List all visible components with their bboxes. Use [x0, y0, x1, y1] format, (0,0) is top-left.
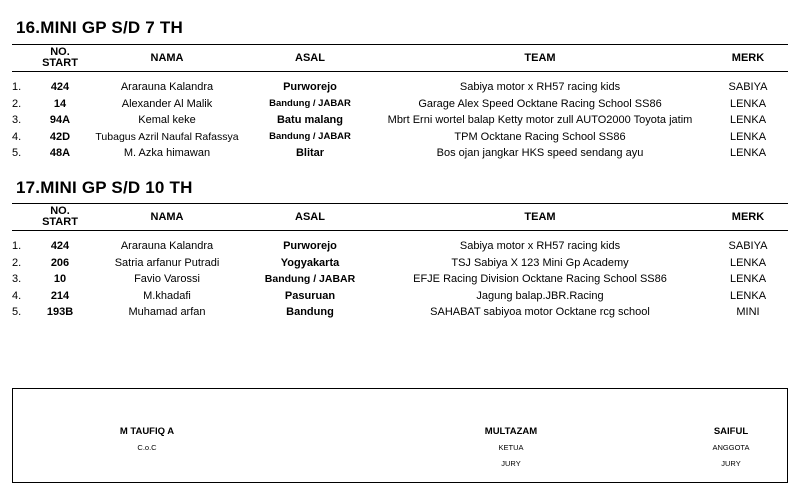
- section-title: 17.MINI GP S/D 10 TH: [16, 178, 193, 197]
- start-number: 214: [50, 289, 70, 302]
- results-table: [12, 44, 788, 162]
- signature-name: MULTAZAM: [484, 426, 538, 437]
- team: Sabiya motor x RH57 racing kids: [459, 240, 621, 253]
- signature-role: ANGGOTA: [712, 443, 750, 452]
- merk-header: MERK: [708, 204, 788, 231]
- brand: LENKA: [729, 256, 767, 269]
- table-row: [12, 271, 788, 288]
- asal-header: ASAL: [248, 45, 372, 72]
- start-number: 94A: [49, 114, 71, 127]
- team: Garage Alex Speed Ocktane Racing School SS86: [418, 97, 662, 110]
- team: Mbrt Erni wortel balap Ketty motor zull AUTO2000 Toyota jatim: [387, 114, 693, 127]
- table-row: [12, 288, 788, 305]
- table-header-row: [12, 45, 788, 72]
- table-row: [12, 96, 788, 113]
- no-start-header: NO. START: [34, 45, 86, 72]
- origin: Purworejo: [283, 81, 337, 94]
- position: 5.: [12, 147, 22, 160]
- origin: Bandung: [286, 306, 334, 319]
- position: 1.: [12, 240, 22, 253]
- brand: SABIYA: [728, 81, 768, 94]
- position: 1.: [12, 81, 22, 94]
- start-number: 42D: [49, 130, 71, 143]
- start-number: 424: [50, 81, 70, 94]
- position: 2.: [12, 256, 22, 269]
- results-table: [12, 203, 788, 321]
- brand: SABIYA: [728, 240, 768, 253]
- table-row: [12, 145, 788, 162]
- team-header: TEAM: [372, 45, 708, 72]
- team: Jagung balap.JBR.Racing: [476, 289, 604, 302]
- rider-name: Alexander Al Malik: [121, 97, 213, 110]
- position: 4.: [12, 289, 22, 302]
- nama-header: NAMA: [86, 45, 248, 72]
- pos-header: [12, 45, 34, 72]
- team: TPM Ocktane Racing School SS86: [454, 130, 626, 143]
- origin: Bandung / JABAR: [269, 98, 351, 110]
- table-row: [12, 304, 788, 321]
- team: TSJ Sabiya X 123 Mini Gp Academy: [451, 256, 629, 269]
- signature-role: KETUA: [498, 443, 524, 452]
- origin: Pasuruan: [284, 289, 336, 302]
- table-row: [12, 255, 788, 272]
- origin: Batu malang: [276, 114, 343, 127]
- rider-name: M. Azka himawan: [123, 147, 211, 160]
- start-number: 206: [50, 256, 70, 269]
- start-number: 193B: [46, 306, 74, 319]
- team-header: TEAM: [372, 204, 708, 231]
- no-start-header: NO. START: [34, 204, 86, 231]
- pos-header: [12, 204, 34, 231]
- table-header-row: [12, 204, 788, 231]
- signature-name: M TAUFIQ A: [119, 426, 175, 437]
- origin: Bandung / JABAR: [269, 131, 351, 143]
- brand: LENKA: [729, 289, 767, 302]
- brand: MINI: [736, 306, 760, 319]
- brand: LENKA: [729, 273, 767, 286]
- origin: Purworejo: [283, 240, 337, 253]
- asal-header: ASAL: [248, 204, 372, 231]
- rider-name: Tubagus Azril Naufal Rafassya: [95, 130, 239, 143]
- signature-box: [12, 388, 788, 483]
- rider-name: Kemal keke: [138, 114, 196, 127]
- section-title: 16.MINI GP S/D 7 TH: [16, 18, 183, 37]
- signature-coc: [77, 424, 217, 456]
- position: 3.: [12, 114, 22, 127]
- rider-name: Ararauna Kalandra: [120, 240, 214, 253]
- signature-role-2: JURY: [501, 459, 521, 468]
- position: 2.: [12, 97, 22, 110]
- team: EFJE Racing Division Ocktane Racing School SS86: [413, 273, 667, 286]
- table-row: [12, 79, 788, 96]
- signature-anggota: [661, 424, 800, 472]
- origin: Bandung / JABAR: [264, 273, 356, 286]
- table-row: [12, 238, 788, 255]
- start-number: 14: [53, 97, 67, 110]
- start-number: 10: [53, 273, 67, 286]
- team: Sabiya motor x RH57 racing kids: [459, 81, 621, 94]
- brand: LENKA: [729, 97, 767, 110]
- brand: LENKA: [729, 147, 767, 160]
- position: 4.: [12, 130, 22, 143]
- team: SAHABAT sabiyoa motor Ocktane rcg school: [430, 306, 650, 319]
- start-number: 48A: [49, 147, 71, 160]
- signature-role-2: JURY: [721, 459, 741, 468]
- team: Bos ojan jangkar HKS speed sendang ayu: [436, 147, 644, 160]
- rider-name: Satria arfanur Putradi: [114, 256, 220, 269]
- table-row: [12, 129, 788, 146]
- merk-header: MERK: [708, 45, 788, 72]
- brand: LENKA: [729, 114, 767, 127]
- signature-role: C.o.C: [137, 443, 157, 452]
- rider-name: M.khadafi: [143, 289, 191, 302]
- start-number: 424: [50, 240, 70, 253]
- nama-header: NAMA: [86, 204, 248, 231]
- rider-name: Favio Varossi: [134, 273, 200, 286]
- position: 5.: [12, 306, 22, 319]
- rider-name: Ararauna Kalandra: [120, 81, 214, 94]
- position: 3.: [12, 273, 22, 286]
- table-row: [12, 112, 788, 129]
- origin: Yogyakarta: [280, 256, 340, 269]
- signature-name: SAIFUL: [713, 426, 749, 437]
- origin: Blitar: [295, 147, 325, 160]
- rider-name: Muhamad arfan: [128, 306, 206, 319]
- signature-ketua: [441, 424, 581, 472]
- brand: LENKA: [729, 130, 767, 143]
